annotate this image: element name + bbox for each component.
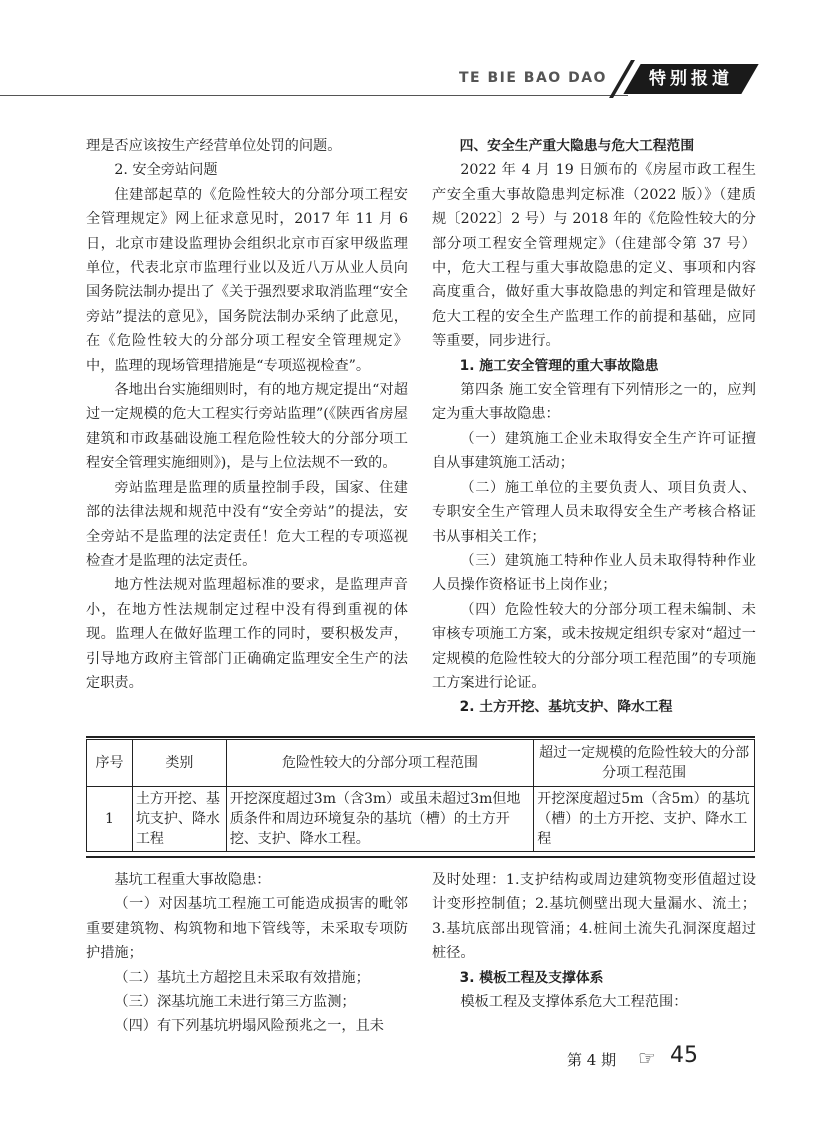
- left-column-bottom: [86, 868, 408, 1039]
- page-header: [0, 58, 839, 98]
- paragraph: （一）建筑施工企业未取得安全生产许可证擅自从事建筑施工活动；: [432, 430, 756, 472]
- paragraph: （四）有下列基坑坍塌风险预兆之一，且未: [114, 1018, 384, 1035]
- left-column-top: [86, 134, 408, 695]
- paragraph: （二）施工单位的主要负责人、项目负责人、专职安全生产管理人员未取得安全生产考核合格证书从事相关工作；: [432, 479, 756, 545]
- paragraph: 2022 年 4 月 19 日颁布的《房屋市政工程生产安全重大事故隐患判定标准（2022 版）》（建质规〔2022〕2 号）与 2018 年的《危险性较大的分部分项工程安全管理规定》（住建部令第 37 号）中，危大工程与重大事故隐患的定义、事项和内容高度重合，做好重大事故隐患的判定和管理是做好危大工程的安全生产监理工作的前提和基础，应同等重要，同步进行。: [432, 162, 756, 350]
- right-column-bottom: [432, 868, 756, 1014]
- section-heading: 1. 施工安全管理的重大事故隐患: [459, 357, 659, 374]
- paragraph: 各地出台实施细则时，有的地方规定提出“对超过一定规模的危大工程实行旁站监理”(《陕西省房屋建筑和市政基础设施工程危险性较大的分部分项工程安全管理实施细则》)，是与上位法规不一致的。: [86, 382, 408, 472]
- table-cell-category: 土方开挖、基坑支护、降水工程: [132, 787, 226, 852]
- paragraph: 地方性法规对监理超标准的要求，是监理声音小，在地方性法规制定过程中没有得到重视的体现。监理人在做好监理工作的同时，要积极发声，引导地方政府主管部门正确确定监理安全生产的法定职责。: [86, 577, 408, 691]
- pointing-hand-icon: ☞: [638, 1046, 656, 1070]
- table-header-cell: 危险性较大的分部分项工程范围: [226, 740, 533, 787]
- table-top-rule: [86, 736, 755, 738]
- paragraph: （四）危险性较大的分部分项工程未编制、未审核专项施工方案，或未按规定组织专家对“超过一定规模的危险性较大的分部分项工程范围”的专项施工方案进行论证。: [432, 601, 756, 691]
- paragraph: 2. 安全旁站问题: [114, 162, 218, 179]
- paragraph: 住建部起草的《危险性较大的分部分项工程安全管理规定》网上征求意见时，2017 年 11 月 6 日，北京市建设监理协会组织北京市百家甲级监理单位，代表北京市监理行业以及近八万从业人员向国务院法制办提出了《关于强烈要求取消监理“安全旁站”提法的意见》，国务院法制办采纳了此意见，在《危险性较大的分部分项工程安全管理规定》中，监理的现场管理措施是“专项巡视检查”。: [86, 186, 408, 374]
- paragraph: 理是否应该按生产经营单位处罚的问题。: [86, 138, 342, 154]
- header-section-title: 特别报道: [649, 69, 733, 89]
- section-heading: 2. 土方开挖、基坑支护、降水工程: [459, 699, 673, 716]
- hazard-scope-table: [86, 739, 755, 852]
- table-row: [87, 787, 755, 852]
- table-bottom-rule: [86, 856, 755, 858]
- section-heading: 3. 模板工程及支撑体系: [459, 969, 604, 986]
- table-cell-index: 1: [87, 787, 133, 852]
- table-header-cell: 超过一定规模的危险性较大的分部分项工程范围: [534, 740, 755, 787]
- table-cell-large-scope: 开挖深度超过5m（含5m）的基坑（槽）的土方开挖、支护、降水工程: [534, 787, 755, 852]
- header-pinyin: TE BIE BAO DAO: [459, 70, 607, 86]
- right-column-top: [432, 134, 756, 720]
- paragraph: （三）深基坑施工未进行第三方监测；: [114, 994, 356, 1011]
- header-section-badge: [623, 64, 758, 94]
- table-header-row: [87, 740, 755, 787]
- table-header-cell: 序号: [87, 740, 133, 787]
- paragraph: 第四条 施工安全管理有下列情形之一的，应判定为重大事故隐患：: [432, 382, 756, 423]
- section-heading: 四、安全生产重大隐患与危大工程范围: [459, 138, 695, 154]
- page-number: 45: [670, 1043, 698, 1068]
- header-rule: [0, 95, 628, 96]
- issue-number: 第 4 期: [567, 1051, 617, 1069]
- table-header-cell: 类别: [132, 740, 226, 787]
- paragraph: 旁站监理是监理的质量控制手段，国家、住建部的法律法规和规范中没有“安全旁站”的提法，安全旁站不是监理的法定责任！危大工程的专项巡视检查才是监理的法定责任。: [86, 479, 408, 569]
- paragraph: 模板工程及支撑体系危大工程范围：: [460, 994, 688, 1011]
- table-cell-scope: 开挖深度超过3m（含3m）或虽未超过3m但地质条件和周边环境复杂的基坑（槽）的土方开挖、支护、降水工程。: [226, 787, 533, 852]
- paragraph: 及时处理：1.支护结构或周边建筑物变形值超过设计变形控制值；2.基坑侧壁出现大量漏水、流土；3.基坑底部出现管涌；4.桩间土流失孔洞深度超过桩径。: [432, 872, 756, 962]
- paragraph: 基坑工程重大事故隐患：: [114, 872, 271, 888]
- paragraph: （三）建筑施工特种作业人员未取得特种作业人员操作资格证书上岗作业；: [432, 552, 756, 594]
- paragraph: （二）基坑土方超挖且未采取有效措施；: [114, 969, 370, 986]
- paragraph: （一）对因基坑工程施工可能造成损害的毗邻重要建筑物、构筑物和地下管线等，未采取专项防护措施；: [86, 896, 408, 962]
